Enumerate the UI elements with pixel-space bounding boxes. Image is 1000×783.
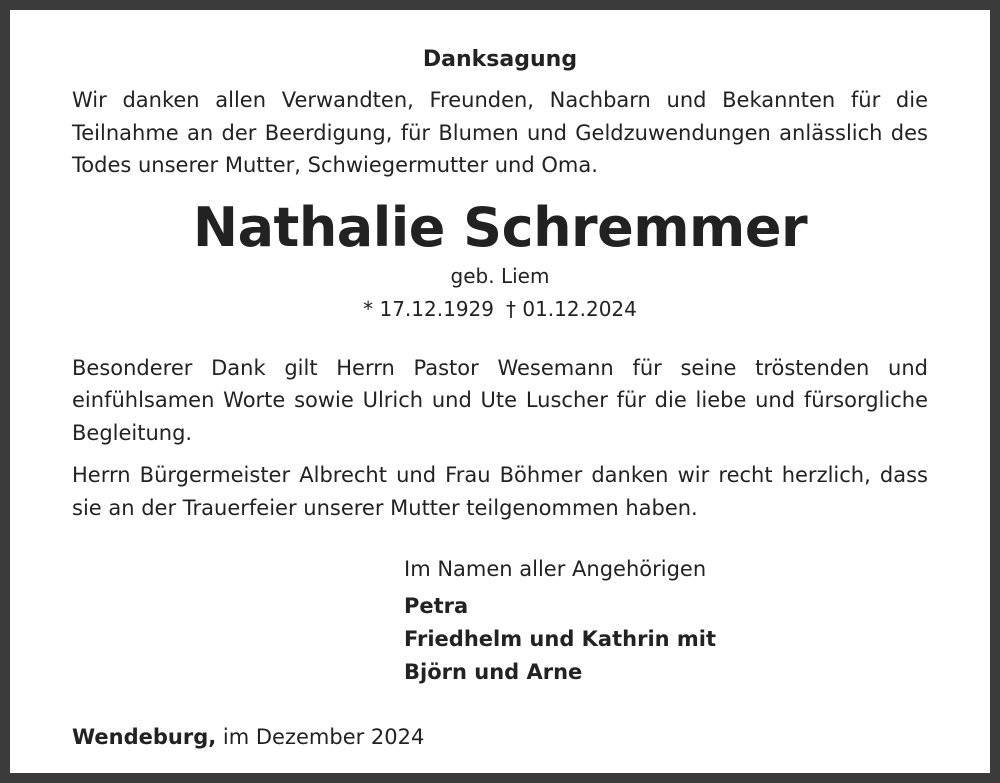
notice-heading: Danksagung — [422, 47, 578, 72]
life-dates — [72, 294, 928, 324]
place-and-date — [72, 720, 424, 754]
town-name: Wendeburg, — [72, 725, 217, 749]
thanks-paragraph-2: Herrn Bürgermeister Albrecht und Frau Böhmer danken wir recht herzlich, dass sie an der Trauerfeier unserer Mutter teilgenommen haben. — [72, 463, 928, 520]
born-name: geb. Liem — [450, 263, 550, 288]
signature-name: Björn und Arne — [404, 660, 583, 684]
signature-name: Friedhelm und Kathrin mit — [404, 627, 717, 651]
notice-content — [72, 46, 928, 524]
death-date: † 01.12.2024 — [506, 296, 637, 321]
signature-intro: Im Namen aller Angehörigen — [404, 557, 707, 581]
signature-name: Petra — [404, 594, 469, 618]
thanks-paragraph-1: Besonderer Dank gilt Herrn Pastor Wesemann für seine tröstenden und einfühlsamen Worte sowie Ulrich und Ute Luscher für die liebe und fürsorgliche Begleitung. — [72, 355, 928, 445]
notice-date: im Dezember 2024 — [216, 725, 425, 749]
intro-paragraph: Wir danken allen Verwandten, Freunden, Nachbarn und Bekannten für die Teilnahme an der Beerdigung, für Blumen und Geldzuwendungen anlässlich des Todes unserer Mutter, Schwiegermutter und Oma. — [72, 88, 928, 177]
birth-date: * 17.12.1929 — [363, 296, 494, 321]
deceased-name: Nathalie Schremmer — [192, 195, 808, 259]
signature-block — [404, 552, 924, 689]
